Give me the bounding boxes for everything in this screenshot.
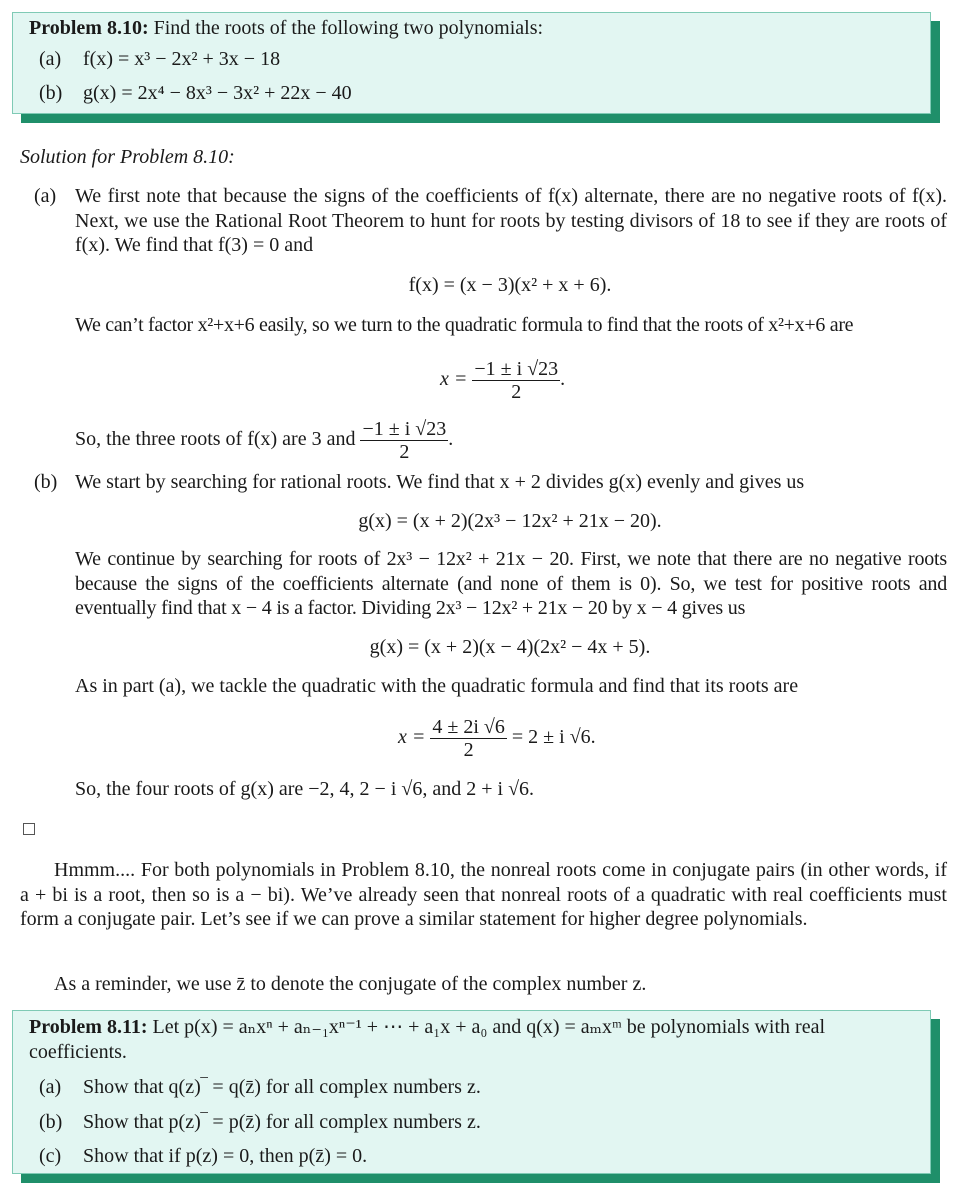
- problem-part-a: [39, 47, 280, 71]
- discussion-paragraph-2: As a reminder, we use z̄ to denote the conjugate of the complex number z.: [54, 973, 647, 995]
- part-a-equation-1: f(x) = (x − 3)(x² + x + 6).: [408, 274, 612, 296]
- part-label: (c): [39, 1145, 62, 1167]
- part-label: (b): [39, 82, 63, 104]
- fraction: [360, 418, 448, 463]
- problem-title: Problem 8.11:: [29, 1016, 148, 1038]
- part-b-paragraph-2: We continue by searching for roots of 2x³ − 12x² + 21x − 20. First, we note that there are no negative roots because the signs of the coefficients alternate (and none of them is 0). So, we test for positive roots and eventually find that x − 4 is a factor. Dividing 2x³ − 12x² + 21x − 20 by x − 4 gives us: [75, 548, 947, 619]
- part-a-paragraph-2: We can’t factor x²+x+6 easily, so we turn to the quadratic formula to find that the roots of x²+x+6 are: [75, 314, 854, 336]
- part-b-equation-1: g(x) = (x + 2)(2x³ − 12x² + 21x − 20).: [358, 510, 662, 532]
- problem-statement: Find the roots of the following two polynomials:: [153, 17, 544, 39]
- part-b-paragraph-3: As in part (a), we tackle the quadratic with the quadratic formula and find that its roots are: [75, 675, 799, 697]
- part-label: (b): [39, 1111, 63, 1133]
- part-a-conclusion: So, the three roots of f(x) are 3 and $\frac{-1 \pm i √23}{2}$ .: [75, 418, 454, 463]
- fraction-numerator: −1 ± i √23: [362, 418, 447, 440]
- part-b-label: (b): [34, 471, 58, 493]
- solution-heading: Solution for Problem 8.10:: [20, 146, 235, 168]
- part-text: Show that p(z)‾ = p(z̄) for all complex numbers z.: [83, 1111, 481, 1133]
- part-b-equation-2: g(x) = (x + 2)(x − 4)(2x² − 4x + 5).: [369, 636, 651, 658]
- problem-8-11-part-a: [39, 1075, 481, 1099]
- problem-statement: Let p(x) = aₙxⁿ + aₙ₋₁xⁿ⁻¹ + ⋯ + a₁x + a₀ and q(x) = aₘxᵐ be polynomials with real coefficients.: [29, 1016, 826, 1063]
- fraction: [430, 716, 507, 761]
- part-text: Show that q(z)‾ = q(z̄) for all complex numbers z.: [83, 1076, 481, 1098]
- part-a-label: (a): [34, 185, 57, 207]
- part-expr: f(x) = x³ − 2x² + 3x − 18: [83, 48, 281, 70]
- part-expr: g(x) = 2x⁴ − 8x³ − 3x² + 22x − 40: [83, 82, 352, 104]
- problem-part-b: [39, 81, 352, 105]
- problem-8-10-header: [29, 16, 543, 40]
- fraction-denominator: 2: [399, 441, 410, 463]
- part-a-equation-2: x = $\frac{-1 \pm i √23}{2}$ .: [440, 358, 566, 403]
- fraction-numerator: 4 ± 2i √6: [432, 716, 505, 738]
- fraction-denominator: 2: [511, 381, 522, 403]
- part-label: (a): [39, 48, 62, 70]
- eq-rhs: = 2 ± i √6.: [511, 726, 596, 749]
- discussion-paragraph-1: Hmmm.... For both polynomials in Problem 8.10, the nonreal roots come in conjugate pairs (in other words, if a + bi is a root, then so is a − bi). We’ve already seen that nonreal roots of a quadratic with real coefficients must form a conjugate pair. Let’s see if we can prove a similar statement for higher degree polynomials.: [20, 859, 947, 930]
- qed-square-icon: [23, 823, 35, 835]
- part-b-equation-3: [398, 716, 596, 761]
- problem-title: Problem 8.10:: [29, 17, 149, 39]
- problem-8-11-header: [29, 1015, 919, 1065]
- part-label: (a): [39, 1076, 62, 1098]
- part-b-paragraph-1: We start by searching for rational roots. We find that x + 2 divides g(x) evenly and gives us: [75, 471, 805, 493]
- problem-8-11-box: [12, 1010, 931, 1174]
- problem-8-11-part-c: [39, 1144, 367, 1168]
- eq-lhs: x =: [398, 726, 426, 749]
- conclusion-text: So, the three roots of f(x) are 3 and: [75, 428, 356, 451]
- problem-8-11-part-b: [39, 1110, 481, 1134]
- fraction-denominator: 2: [463, 739, 474, 761]
- problem-8-10-box: [12, 12, 931, 114]
- eq-lhs: x =: [440, 368, 468, 391]
- part-b-conclusion: So, the four roots of g(x) are −2, 4, 2 − i √6, and 2 + i √6.: [75, 778, 535, 800]
- fraction-numerator: −1 ± i √23: [474, 358, 559, 380]
- part-a-paragraph-1: We first note that because the signs of the coefficients of f(x) alternate, there are no negative roots of f(x). Next, we use the Rational Root Theorem to hunt for roots by testing divisors of 18 to see if they are roots of f(x). We find that f(3) = 0 and: [75, 185, 947, 256]
- part-text: Show that if p(z) = 0, then p(z̄) = 0.: [83, 1145, 368, 1167]
- fraction: [472, 358, 560, 403]
